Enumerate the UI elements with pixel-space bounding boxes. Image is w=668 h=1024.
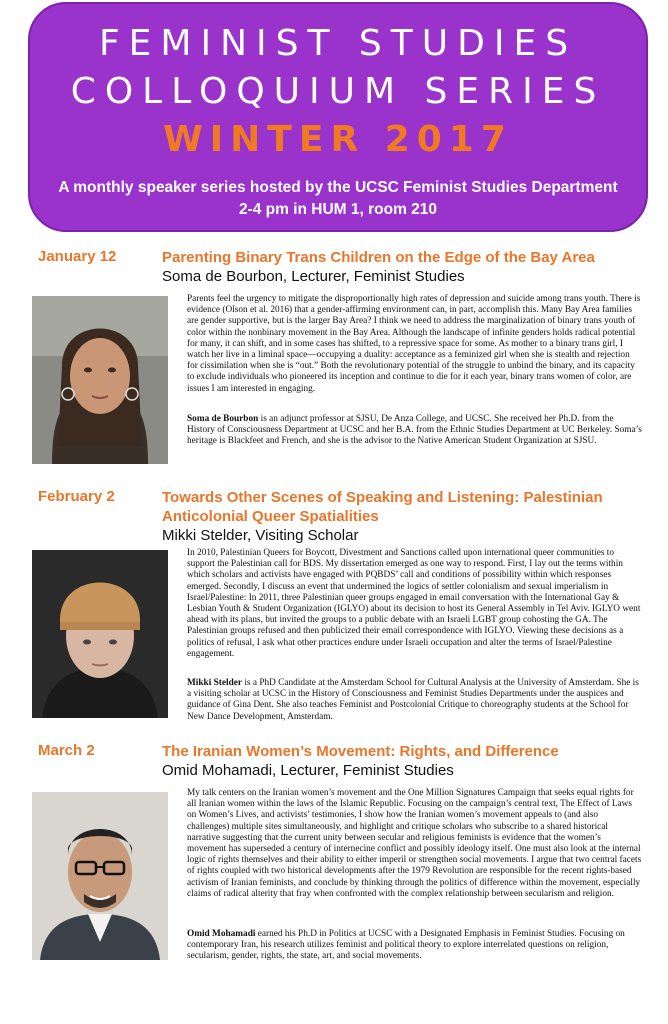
event-abstract: Parents feel the urgency to mitigate the disproportionally high rates of depression and suicide among trans youth. There is evidence (Olson et al. 2016) that a gender-affirming environment can, in part, accomplish this. Many Bay Area families are gender supportive, but is the larger Bay Area? I think we need to address the marginalization of binary trans youth of color within the nonbinary movement in the Bay Area. Although the landscape of infinite genders holds radical potential for many, it can shift, and in some cases has shifted, to a repressive space for some. As mother to a binary trans girl, I watch her live in a liminal space—occupying a duality: acceptance as a feminized girl when she is stealth and rejection for cissimilation when she is “out.” Both the revolutionary potential of the struggle to unbind the binary, and its capacity to exclude individuals who pioneered its inception and continue to die for it each year, binary trans women of color, are issues I am interested in engaging. [187, 294, 641, 394]
speaker-photo [32, 550, 168, 718]
event-speaker: Soma de Bourbon, Lecturer, Feminist Studies [162, 268, 465, 285]
header-title-line1: FEMINIST STUDIES [98, 23, 578, 64]
event-title: The Iranian Women’s Movement: Rights, and Difference [162, 743, 559, 760]
header-title-line2: COLLOQUIUM SERIES [70, 71, 606, 112]
speaker-photo [32, 792, 168, 960]
speaker-bio [187, 678, 642, 723]
bio-text: earned his Ph.D in Politics at UCSC with a Designated Emphasis in Feminist Studies. Focusing on contemporary Iran, his research utilizes feminist and political theory to explore interrelated questions on religion, secularism, gender, rights, the state, art, and social movements. [187, 929, 625, 962]
event-title: Parenting Binary Trans Children on the Edge of the Bay Area [162, 249, 595, 266]
event-date: January 12 [38, 248, 117, 265]
header-season: WINTER 2017 [163, 119, 513, 160]
bio-text: is a PhD Candidate at the Amsterdam School for Cultural Analysis at the University of Amsterdam. She is a visiting scholar at UCSC in the History of Consciousness and Feminist Studies Departments under the auspices and guidance of Gina Dent. She also teaches Feminist and Postcolonial Critique to choreography students at the School for New Dance Development, Amsterdam. [187, 678, 639, 722]
header-subtitle: A monthly speaker series hosted by the UCSC Feminist Studies Department [58, 179, 618, 196]
speaker-bio [187, 929, 642, 963]
speaker-bio [187, 414, 642, 448]
event-date: February 2 [38, 488, 115, 505]
bio-name: Omid Mohamadi [187, 929, 256, 939]
bio-name: Mikki Stelder [187, 678, 243, 688]
event-speaker: Mikki Stelder, Visiting Scholar [162, 527, 359, 544]
event-date: March 2 [38, 742, 95, 759]
event-abstract: In 2010, Palestinian Queers for Boycott, Divestment and Sanctions called upon international queer communities to support the Palestinian call for BDS. My dissertation emerged as one way to respond. First, I lay out the terms within which scholars and activists have engaged with PQBDS’ call and conditions of possibility within which responses emerged. Secondly, I discuss an event that undermined the logics of settler colonialism and sexual imperialism in Israel/Palestine: In 2011, three Palestinian queer groups engaged in email conversation with the International Gay & Lesbian Youth & Student Organization (IGLYO) about its decision to host its General Assembly in Tel Aviv. IGLYO went ahead with its plans, but invited the groups to a public debate with an Israeli LGBT group cohosting the GA. The Palestinian groups refused and then publicized their email correspondence with IGLYO. Viewing these decisions as a politics of refusal, I ask what other practices endure under Israeli occupation and alter the terms of Israel/Palestine engagement. [187, 548, 641, 659]
bio-text: is an adjunct professor at SJSU, De Anza College, and UCSC. She received her Ph.D. from the History of Consciousness Department at UCSC and her B.A. from the Ethnic Studies Department at UC Berkeley. Soma’s heritage is Blackfeet and French, and she is the advisor to the Native American Student Organization at SJSU. [187, 414, 642, 447]
speaker-photo [32, 296, 168, 464]
event-abstract: My talk centers on the Iranian women’s movement and the One Million Signatures Campaign that seeks equal rights for all Iranian women within the laws of the Islamic Republic. Focusing on the campaign’s central text, The Effect of Laws on Women’s Lives, and activists’ testimonies, I show how the Iranian women’s movement appeals to (and also challenges) multiple sites simultaneously, and highlight and critique scholars who subscribe to a shared historical narrative suggesting that the current unity between secular and religious feminists is evidence that the women’s movement has superseded a century of internecine conflict and possibly ideology itself. One must also look at the internal logic of rights themselves and their ability to either imperil or strengthen social movements. I argue that two central facets of rights coupled with two historical developments after the 1979 Revolution are responsible for the recent rights-based activism of Iranian feminists, and conclude by thinking through the politics of difference within the movement, especially claims of radical alterity that fray when confronted with the complex relationship between secularism and religion. [187, 788, 642, 899]
header-banner [28, 2, 648, 232]
header-time-place: 2-4 pm in HUM 1, room 210 [238, 201, 438, 218]
bio-name: Soma de Bourbon [187, 414, 259, 424]
event-speaker: Omid Mohamadi, Lecturer, Feminist Studies [162, 762, 454, 779]
event-title: Towards Other Scenes of Speaking and Listening: Palestinian Anticolonial Queer Spatialities [162, 489, 603, 525]
